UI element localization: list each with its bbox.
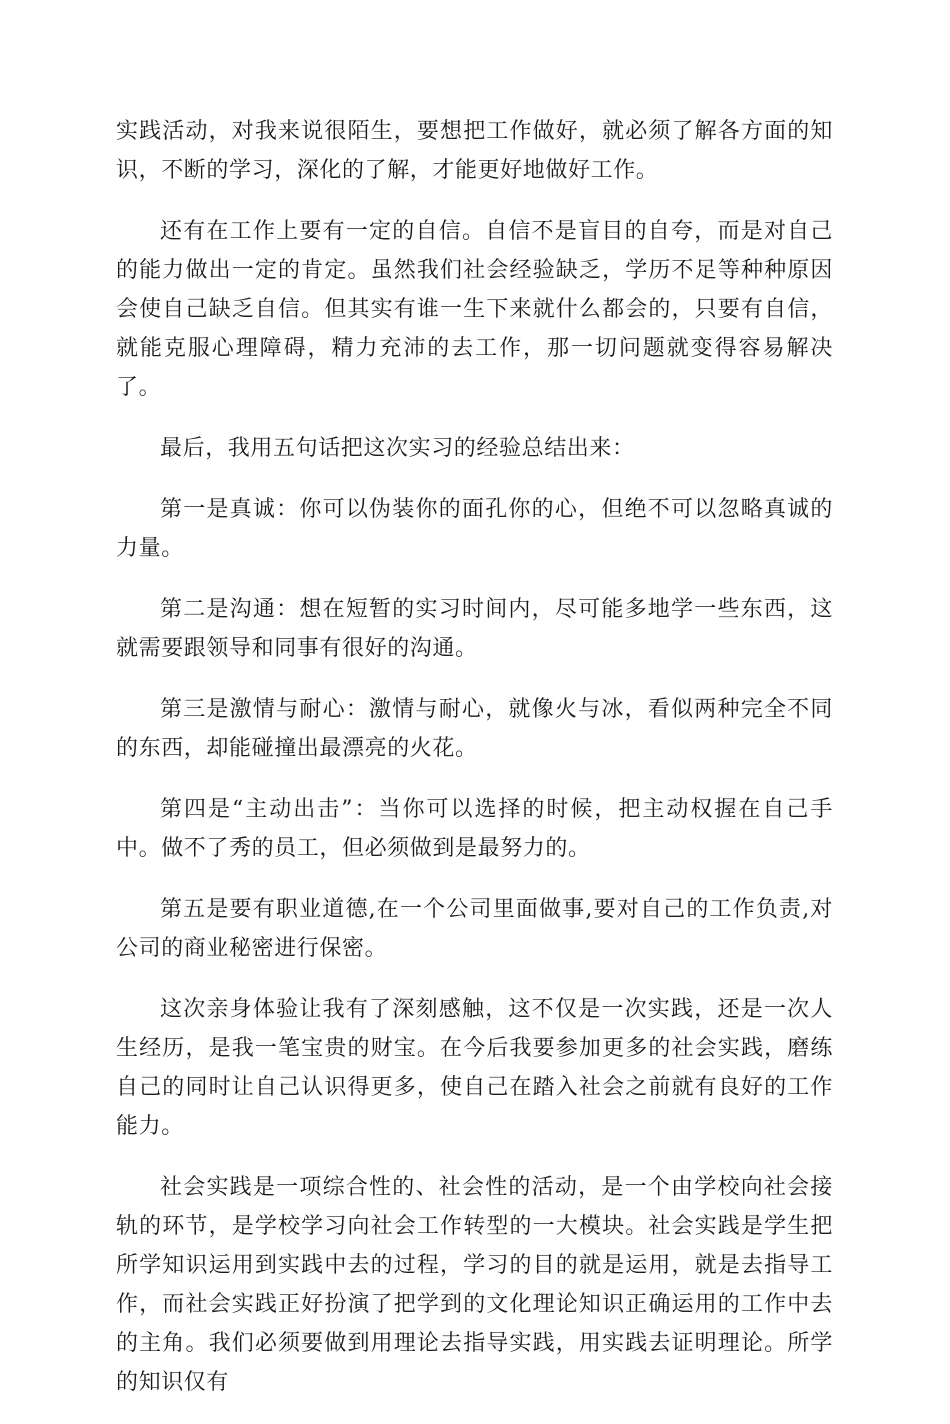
paragraph-point-sincerity: 第一是真诚：你可以伪装你的面孔你的心，但绝不可以忽略真诚的力量。	[116, 497, 833, 561]
paragraph-point-initiative: 第四是“主动出击”：当你可以选择的时候，把主动权握在自己手中。做不了秀的员工，但必须做到是最努力的。	[116, 797, 833, 861]
paragraph-self-confidence: 还有在工作上要有一定的自信。自信不是盲目的自夸，而是对自己的能力做出一定的肯定。虽然我们社会经验缺乏，学历不足等种种原因会使自己缺乏自信。但其实有谁一生下来就什么都会的，只要有自信，就能克服心理障碍，精力充沛的去工作，那一切问题就变得容易解决了。	[116, 219, 833, 400]
paragraph-point-communication: 第二是沟通：想在短暂的实习时间内，尽可能多地学一些东西，这就需要跟领导和同事有很好的沟通。	[116, 597, 833, 661]
paragraph-social-practice: 社会实践是一项综合性的、社会性的活动，是一个由学校向社会接轨的环节，是学校学习向社会工作转型的一大模块。社会实践是学生把所学知识运用到实践中去的过程，学习的目的就是运用，就是去指导工作，而社会实践正好扮演了把学到的文化理论知识正确运用的工作中去的主角。我们必须要做到用理论去指导实践，用实践去证明理论。所学的知识仅有	[116, 1175, 833, 1395]
document-body	[116, 112, 833, 1424]
paragraph-point-ethics: 第五是要有职业道德,在一个公司里面做事,要对自己的工作负责,对公司的商业秘密进行保密。	[116, 897, 833, 961]
paragraph-summary-intro: 最后，我用五句话把这次实习的经验总结出来：	[160, 436, 635, 461]
paragraph-point-passion-patience: 第三是激情与耐心：激情与耐心，就像火与冰，看似两种完全不同的东西，却能碰撞出最漂亮的火花。	[116, 697, 833, 761]
paragraph-reflection: 这次亲身体验让我有了深刻感触，这不仅是一次实践，还是一次人生经历，是我一笔宝贵的财宝。在今后我要参加更多的社会实践，磨练自己的同时让自己认识得更多，使自己在踏入社会之前就有良好的工作能力。	[116, 997, 833, 1139]
paragraph-continuation: 实践活动，对我来说很陌生，要想把工作做好，就必须了解各方面的知识，不断的学习，深化的了解，才能更好地做好工作。	[116, 119, 833, 183]
